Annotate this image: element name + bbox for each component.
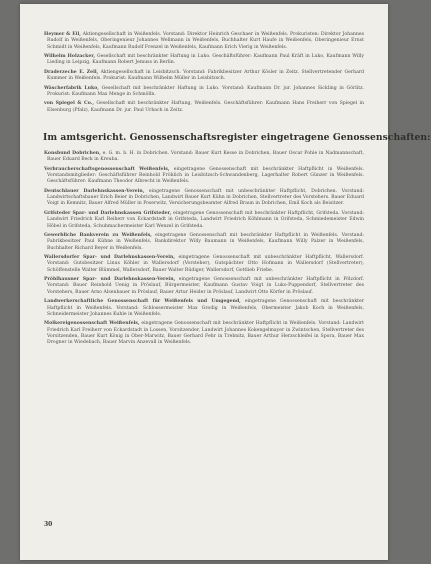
entry-text: eingetragene Genossenschaft mit unbeschränkter Haftpflicht in Pölzdorf. Vorstand: Bauer Reinhold Uenig in Pröslauf, Bürgermeister, Kaufmann Gustav Voigt in Luko-Puppendorf, Stellvertreter des Vorstehers, Bauer Arno Alsenbauer in Pröslauf, Bauer Artur Heider in Pröslauf, Landwirt Otto Körfer in Pröslauf. [47, 277, 364, 295]
entry-text: Gesellschaft mit beschränkter Haftung in Luko. Geschäftsführer: Kaufmann Paul Kräft in Luko, Kaufmann Willy Lieding in Leipzig, Kaufmann Robert Jemuss in Berlin. [47, 54, 364, 66]
entry-company-name: von Spiegel & Co., [44, 101, 94, 107]
section-heading: Im amtsgericht. Genossenschaftsregister eingetragene Genossenschaften: [43, 132, 431, 144]
entry-text: eingetragene Genossenschaft mit unbeschränkter Haftpflicht, Dobrichen. Vorstand: Landwirtschaftsbauer Erich Beier in Dobrichen, Landwirt Bauer Kurt Kühn in Dobrichen, Stellvertreter des Vorstehers. Bauer Eduard Voigt in Kemnitz, Bauer Alfred Müller in Poserwitz, Versicherungsbeamter Alfred Braun in Dobrichen, Emil Koch als Beisitzer. [47, 188, 364, 207]
register-entry [44, 211, 364, 230]
register-entry [44, 277, 364, 296]
entry-company-name: Draderzeche E. Zell, [44, 69, 99, 75]
entry-text: Gesellschaft mit beschränkter Haftung in Luko. Vorstand: Kaufmann Dr. jur. Johannes Sickling in Görlitz. Prokurist: Kaufmann Max Menge in Schmölln. [47, 85, 364, 97]
entry-company-name: Verbraucherschaftsgenossenschaft Weißenfels, [44, 166, 170, 172]
document-page [20, 4, 431, 560]
entry-text: Aktiengesellschaft in Weißenfels. Vorstand: Direktor Heinrich Geschaer in Weißenfels. Prokuristen: Direktor Johannes Rudolf in Weißenfels, Oberingenieur Johannes Wellmann in Weißenfels, Buchhalter Kurt Haufe in Weißenfels, Oberingenieur Ernst Schmidt in Weißenfels, Kaufmann Rudolf Frenzel in Weißenfels, Kaufmann Erich Vierig in Weißenfels. [47, 32, 364, 50]
entry-text: eingetragene Genossenschaft mit beschränkter Haftpflicht in Weißenfels. Vorstand: Fabrikbesitzer Paul Kühne in Weißenfels, Bankdirektor Willy Baumann in Weißenfels, Kaufmann Willy Palzer in Weißenfels, Buchhalter Richard Beyer in Weißenfels. [47, 233, 364, 251]
entry-company-name: Deutschlauer Darlehnskassen-Verein, [44, 188, 145, 194]
entry-company-name: Wilhelm Holzacker, [44, 54, 96, 60]
register-entry [44, 299, 364, 318]
entry-company-name: Molkereigenossenschaft Weißenfels, [44, 321, 140, 327]
page-number: 30 [44, 521, 53, 528]
register-entry [44, 189, 364, 208]
entry-text: eingetragene Genossenschaft mit beschränkter Haftpflicht in Weißenfels. Vorstandsmitglieder: Geschäftsführer Reinhold Fröhlich in Leisbitzsch-Schwandenberg, Lagerhalter Robert Günzer in Weißenfels. Geschäftsführer: Kaufmann Theodor Albrecht in Weißenfels. [47, 166, 364, 185]
register-entry [44, 255, 364, 274]
register-entry [44, 70, 364, 83]
register-entry [44, 167, 364, 186]
entry-company-name: Wallersdorfer Spar- und Darlehnskassen-Verein, [44, 255, 176, 261]
register-entry [44, 101, 364, 114]
register-entry [44, 32, 364, 51]
register-entry [44, 151, 364, 164]
register-entry [44, 54, 364, 67]
entry-text: eingetragene Genossenschaft mit beschränkter Haftpflicht in Weißenfels. Vorstand: Schlossermeister Max Grodig in Weißenfels, Obermeister Jakob Koch in Weißenfels, Schneidermeister Johannes Kuhle in Weißenfels. [47, 299, 364, 317]
register-entry [44, 233, 364, 252]
entry-company-name: Pröblhausner Spar- und Darlehnskassen-Verein, [44, 277, 176, 283]
page-content [43, 32, 431, 350]
register-entries-bottom [44, 151, 364, 347]
entry-text: eingetragene Genossenschaft mit unbeschränkter Haftpflicht, Wallersdorf. Vorstand: Gutsbesitzer Linus Köhler in Wallersdorf (Vorsteher), Gutspächter Otto Hofmann in Wallersdorf (Stellvertreter), Schöffenstelle Walter Blümmel, Wallersdorf, Bauer Walter Rüdiger, Wallersdorf, Gottlieb Friebe. [47, 255, 365, 273]
entry-text: Gesellschaft mit beschränkter Haftung, Weißenfels. Geschäftsführer: Kaufmann Hans Freiherr von Spiegel in Elsenburg (Pfalz), Kaufmann Dr. jur. Paul Urbach in Zeitz. [47, 101, 364, 113]
entry-text: e. G. m. b. H. in Dobrichen. Vorstand: Bauer Kurt Kesse in Dobrichen, Bauer Oscar Pohle in Nadmannschaft, Bauer Eduard Beck in Kreuba. [47, 151, 364, 163]
entry-text: Aktiengesellschaft in Leisbitzsch. Vorstand: Fabrikbesitzer Arthur Kösler in Zeitz. Stellvertretender Gerhard Kummer in Weißenfels. Prokurist: Kaufmann Wilhelm Müller in Leisbitzsch. [47, 69, 365, 82]
entry-company-name: Gewerbliche Bankverein zu Weißenfels, [44, 233, 152, 239]
entry-text: eingetragene Genossenschaft mit beschränkter Haftpflicht in Weißenfels. Vorstand: Landwirt Friedrich Karl Freiherr von Eckardstadt in Lossen, Vorsitzender, Landwirt Johannes Kokengelmayer in Zwintschen, Stellvertreter des Vorsitzenden, Bauer Kurt König in Ober-Marwitz, Bauer Gerhard Fehr in Trebnitz, Bauer Arthur Herzschleifel in Spora, Bauer Max Drogner in Wiedebach, Bauer Marvin Anzevall in Weißenfels. [47, 321, 365, 346]
entry-text: eingetragene Genossenschaft mit beschränkter Haftpflicht, Grifsteda. Vorstand: Landwirt Friedrich Karl Reiherr von Eckardstadt in Grifsteda, Landwirt Friedrich Köhlmann in Grifsteda, Schmiedemeister Edwin Höbel in Grifsteda, Schuhmachermeister Karl Wenzel in Grifsteda. [47, 210, 364, 229]
entry-company-name: Heymer & Eil, [44, 32, 81, 37]
register-entries-top [44, 32, 364, 114]
register-entry [44, 321, 364, 346]
entry-company-name: Konsbund Dobrichen, [44, 151, 101, 157]
register-entry [44, 86, 364, 99]
entry-company-name: Landwerkerschaftliche Genossenschaft für Weißenfels und Umgegend, [44, 299, 241, 305]
entry-company-name: Grifsteder Spar- und Darlehnskassen Grifsteder, [44, 210, 172, 216]
entry-company-name: Wäscherfabrik Luko, [44, 85, 99, 91]
